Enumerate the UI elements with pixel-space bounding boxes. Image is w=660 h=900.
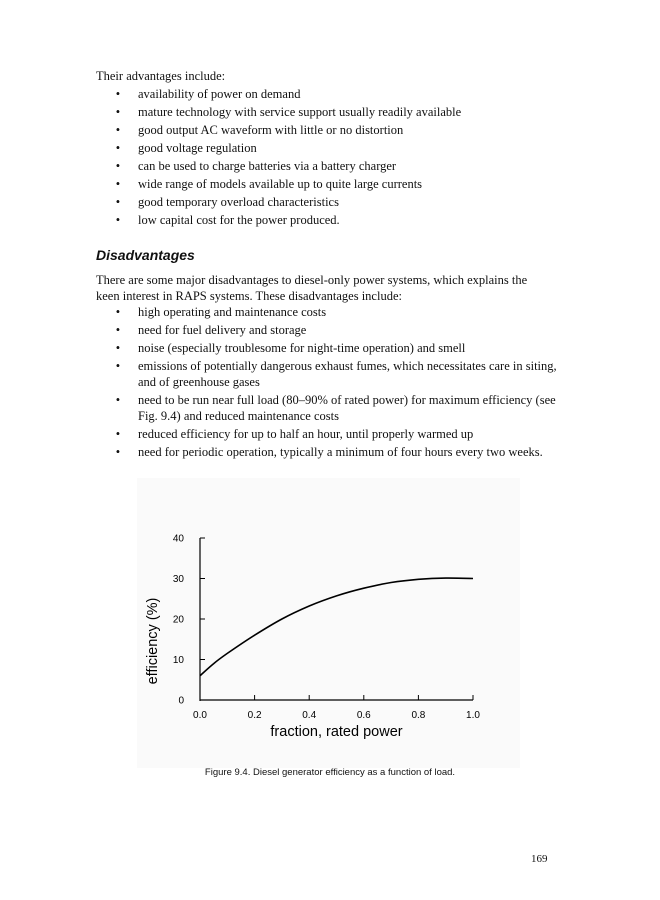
x-axis-label: fraction, rated power xyxy=(270,724,403,740)
y-tick-label: 30 xyxy=(172,574,184,585)
x-tick-label: 0.4 xyxy=(302,710,317,721)
series-line-efficiency xyxy=(200,578,473,676)
page-number: 169 xyxy=(531,853,548,865)
bullet: • xyxy=(115,87,121,101)
bullet: • xyxy=(115,359,121,373)
x-tick-label: 0.8 xyxy=(411,710,426,721)
y-tick-label: 40 xyxy=(172,533,184,545)
advantages-intro: Their advantages include: xyxy=(96,69,226,83)
bullet: • xyxy=(115,305,121,319)
y-tick-label: 0 xyxy=(178,695,184,707)
section-heading-disadvantages: Disadvantages xyxy=(96,247,195,263)
bullet: • xyxy=(115,445,121,459)
x-tick-label: 0.2 xyxy=(247,710,262,721)
document-page: Their advantages include: • availability of power on demand • mature technology with service support usually readily available • good output AC waveform with little or no distortion • good voltage regulation • can be used to charge batteries via a battery charger • wide range of models available up to quite large currents • good temporary overload characteristics • low capital cost for the power produced. Disadvantages There are some major disadvantages to diesel-only power systems, which explains the keen interest in RAPS systems. These disadvantages include: • high operating and maintenance costs • need for fuel delivery and storage • noise (especially troublesome for night-time operation) and smell • emissions of potentially dangerous exhaust fumes, which necessitates care in siting, and of greenhouse gases • need to be run near full load (80–90% of rated power) for maximum efficiency (see Fig. 9.4) and reduced maintenance costs • reduced efficiency for up to half an hour, until properly warmed up • need for periodic operation, typically a minimum of four hours every two weeks. 0 10 20 30 40 0.0 0.2 0.4 0.6 0.8 1.0 fraction, rated power efficiency (%) Figure 9.4. Diesel generator efficiency as a function of load. 169 xyxy=(0,0,660,900)
bullet: • xyxy=(115,141,121,155)
x-tick-label: 0.6 xyxy=(356,710,371,721)
x-tick-label: 0.0 xyxy=(193,710,207,721)
bullet: • xyxy=(115,159,121,173)
y-tick-label: 20 xyxy=(172,614,184,626)
y-tick-label: 10 xyxy=(172,655,184,666)
bullet: • xyxy=(115,213,121,227)
bullet: • xyxy=(115,427,121,441)
figure-9-4 xyxy=(137,478,520,768)
y-axis-label: efficiency (%) xyxy=(145,597,161,685)
bullet: • xyxy=(115,105,121,119)
bullet: • xyxy=(115,393,121,407)
bullet: • xyxy=(115,323,121,337)
bullet: • xyxy=(115,123,121,137)
bullet: • xyxy=(115,341,121,355)
efficiency-chart xyxy=(137,478,520,768)
disadvantages-paragraph-line2: keen interest in RAPS systems. These disadvantages include: xyxy=(96,289,402,303)
bullet: • xyxy=(115,195,121,209)
figure-caption: Figure 9.4. Diesel generator efficiency as a function of load. xyxy=(204,767,456,778)
bullet: • xyxy=(115,177,121,191)
x-tick-label: 1.0 xyxy=(466,710,480,721)
disadvantages-paragraph-line1: There are some major disadvantages to diesel-only power systems, which explains the xyxy=(96,273,528,287)
